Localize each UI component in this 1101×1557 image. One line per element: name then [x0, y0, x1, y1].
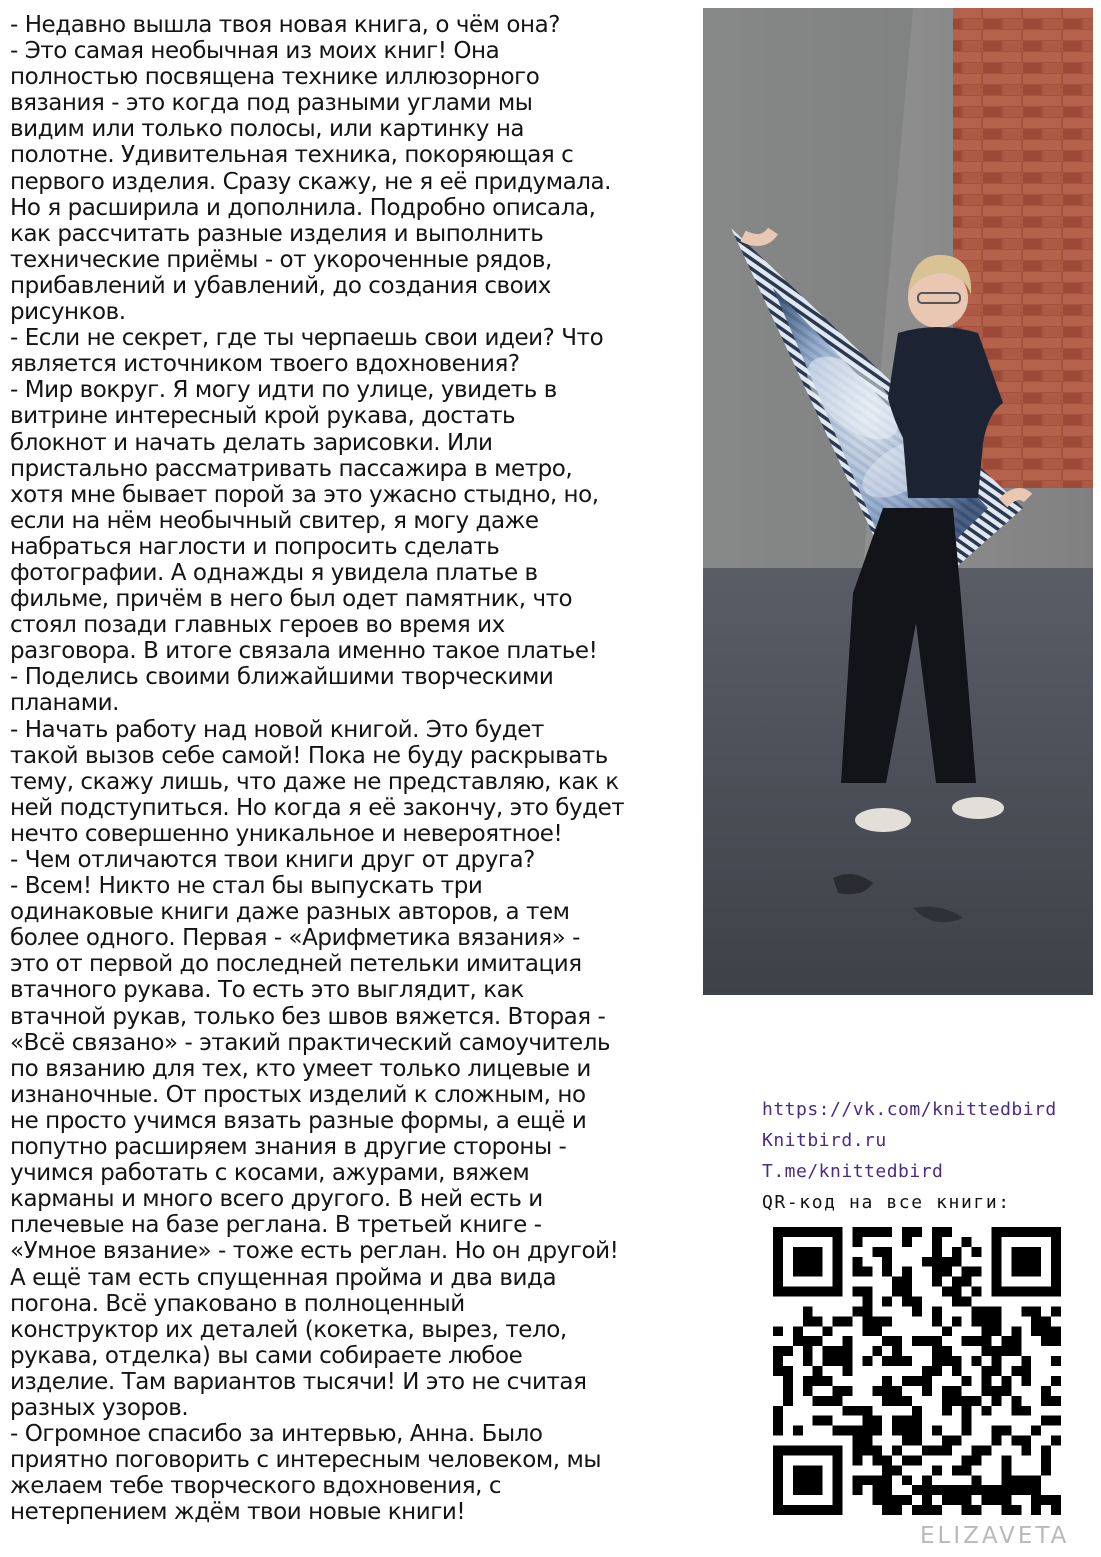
text-line: одинаковые книги даже разных авторов, а тем — [10, 899, 570, 926]
interview-text — [10, 12, 704, 1525]
text-line: попутно расширяем знания в другие стороны - — [10, 1134, 567, 1161]
text-line: хотя мне бывает порой за это ужасно стыдно, но, — [10, 481, 599, 508]
text-line: - Это самая необычная из моих книг! Она — [10, 38, 500, 65]
text-line: А ещё там есть спущенная пройма и два вида — [10, 1264, 557, 1291]
text-line: приятно поговорить с интересным человеком, мы — [10, 1447, 602, 1474]
text-line: полотне. Удивительная техника, покоряющая с — [10, 142, 574, 169]
telegram-link[interactable]: T.me/knittedbird — [762, 1161, 944, 1182]
text-line: - Огромное спасибо за интервью, Анна. Было — [10, 1421, 543, 1448]
text-line: фотографии. А однажды я увидела платье в — [10, 559, 538, 586]
text-line: - Чем отличаются твои книги друг от друга? — [10, 847, 535, 873]
watermark: ELIZAVETA — [920, 1523, 1070, 1549]
text-line: - Поделись своими ближайшими творческими — [10, 664, 554, 691]
text-line: - Недавно вышла твоя новая книга, о чём она? — [10, 12, 561, 38]
text-line: полностью посвящена технике иллюзорного — [10, 64, 540, 91]
text-line: блокнот и начать делать зарисовки. Или — [10, 429, 493, 456]
text-line: фильме, причём в него был одет памятник, что — [10, 586, 573, 613]
qr-caption: QR-код на все книги: — [762, 1192, 1011, 1213]
text-line: видим или только полосы, или картинку на — [10, 116, 525, 143]
text-line: Но я расширила и дополнила. Подробно описала, — [10, 194, 596, 221]
text-line: изнаночные. От простых изделий к сложным, но — [10, 1081, 586, 1108]
text-line: прибавлений и убавлений, до создания своих — [10, 272, 551, 299]
text-line: карманы и много всего другого. В ней есть и — [10, 1186, 543, 1213]
qr-code-icon[interactable] — [773, 1226, 1061, 1516]
text-line: плечевые на базе реглана. В третьей книге - — [10, 1212, 542, 1239]
text-line: погона. Всё упаковано в полноценный — [10, 1290, 465, 1317]
text-line: более одного. Первая - «Арифметика вязания» - — [10, 925, 581, 952]
qr-code-graphic — [773, 1226, 1061, 1516]
text-line: такой вызов себе самой! Пока не буду раскрывать — [10, 742, 608, 769]
text-line: - Если не секрет, где ты черпаешь свои идеи? Что — [10, 325, 604, 352]
text-line: стоял позади главных героев во время их — [10, 612, 505, 639]
text-line: желаем тебе творческого вдохновения, с — [10, 1473, 502, 1500]
text-line: является источником твоего вдохновения? — [10, 351, 520, 378]
photo-illustration — [703, 8, 1093, 995]
text-line: набраться наглости и попросить сделать — [10, 533, 500, 560]
text-line: не просто учимся вязать разные формы, а ещё и — [10, 1107, 587, 1134]
text-line: как рассчитать разные изделия и выполнить — [10, 220, 544, 247]
text-line: нетерпением ждём твои новые книги! — [10, 1499, 466, 1526]
text-line: изделие. Там вариантов тысячи! И это не считая — [10, 1368, 587, 1395]
text-line: рукава, отделка) вы сами собираете любое — [10, 1342, 523, 1369]
text-line: это от первой до последней петельки имитация — [10, 951, 582, 978]
text-line: тему, скажу лишь, что даже не представляю, как к — [10, 768, 619, 795]
text-line: ней подступиться. Но когда я её закончу, это будет — [10, 794, 625, 821]
text-line: разговора. В итоге связала именно такое платье! — [10, 638, 598, 665]
text-line: - Мир вокруг. Я могу идти по улице, увидеть в — [10, 377, 557, 404]
text-line: разных узоров. — [10, 1394, 189, 1421]
contact-links — [762, 1098, 1097, 1221]
text-line: по вязанию для тех, кто умеет только лицевые и — [10, 1055, 591, 1082]
text-line: технические приёмы - от укороченные рядов, — [10, 246, 552, 273]
text-line: пристально рассматривать пассажира в метро, — [10, 455, 573, 482]
site-link[interactable]: Knitbird.ru — [762, 1130, 887, 1151]
vk-link[interactable]: https://vk.com/knittedbird — [762, 1099, 1057, 1120]
text-line: - Начать работу над новой книгой. Это будет — [10, 716, 544, 743]
text-line: втачной рукав, только без швов вяжется. Вторая - — [10, 1003, 606, 1030]
woman-with-shawl-photo — [703, 8, 1093, 995]
text-line: если на нём необычный свитер, я могу даже — [10, 507, 539, 534]
text-line: нечто совершенно уникальное и невероятное! — [10, 820, 563, 847]
text-line: учимся работать с косами, ажурами, вяжем — [10, 1160, 530, 1187]
text-line: планами. — [10, 690, 119, 717]
text-line: конструктор их деталей (кокетка, вырез, тело, — [10, 1316, 567, 1343]
text-line: вязания - это когда под разными углами мы — [10, 90, 533, 117]
text-line: рисунков. — [10, 299, 126, 326]
text-line: втачного рукава. То есть это выглядит, как — [10, 977, 524, 1004]
text-line: витрине интересный крой рукава, достать — [10, 403, 516, 430]
text-line: первого изделия. Сразу скажу, не я её придумала. — [10, 168, 612, 195]
text-line: «Всё связано» - этакий практический самоучитель — [10, 1029, 611, 1056]
text-line: «Умное вязание» - тоже есть реглан. Но он другой! — [10, 1238, 619, 1265]
text-line: - Всем! Никто не стал бы выпускать три — [10, 873, 483, 900]
